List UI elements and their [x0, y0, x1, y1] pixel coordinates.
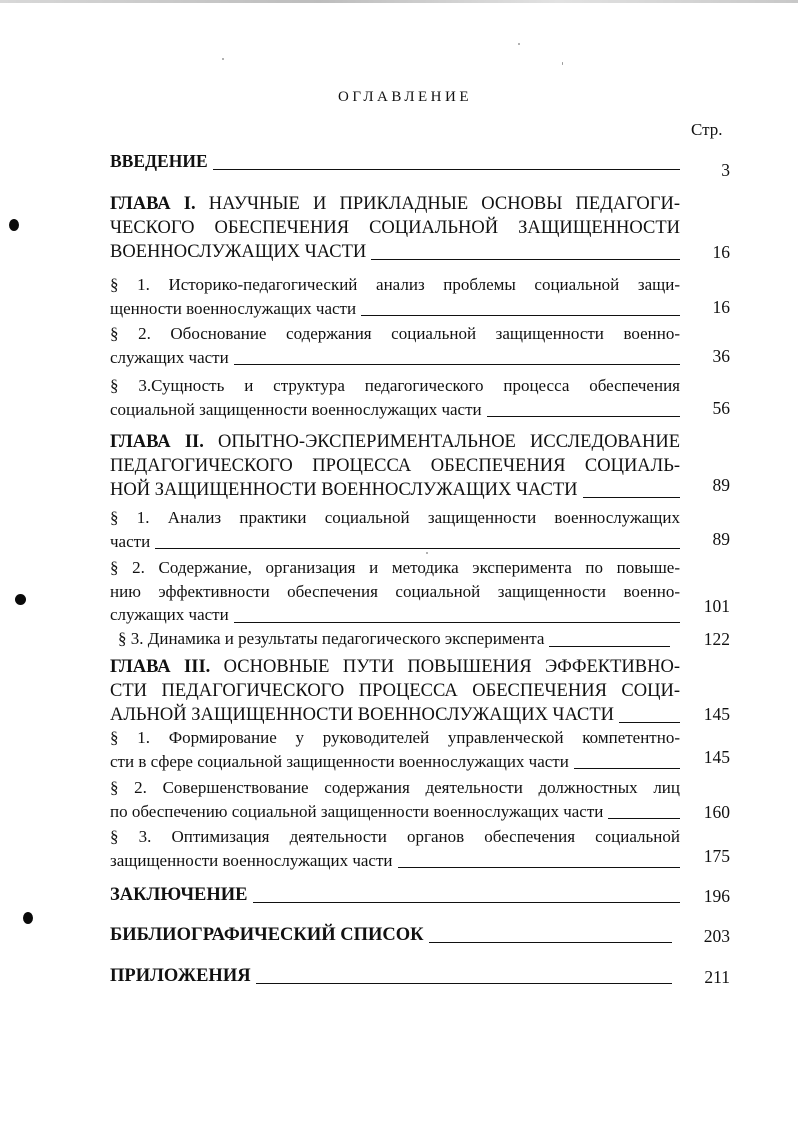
scan-speck — [562, 62, 563, 65]
entry-page-number: 122 — [703, 629, 730, 649]
toc-entry-section-3-1[interactable] — [110, 726, 680, 773]
toc-entry-section-3-2[interactable] — [110, 776, 680, 823]
toc-entry-section-2-1[interactable] — [110, 506, 680, 553]
punch-hole-mark — [23, 912, 33, 924]
entry-line: § 3.Сущность и структура педагогического процесса обеспечения — [110, 376, 680, 395]
entry-page-number: 16 — [712, 297, 730, 317]
entry-line: ПЕДАГОГИЧЕСКОГО ПРОЦЕССА ОБЕСПЕЧЕНИЯ СОЦИАЛЬ- — [110, 456, 680, 476]
leader-line — [549, 645, 670, 647]
entry-heading: ГЛАВА III. — [110, 657, 211, 677]
entry-line-last: служащих части — [110, 347, 229, 367]
entry-line-last: части — [110, 531, 151, 551]
entry-line: § 1. Формирование у руководителей управленческой компетентно- — [110, 728, 680, 747]
entry-line: ГЛАВА II. ОПЫТНО-ЭКСПЕРИМЕНТАЛЬНОЕ ИССЛЕДОВАНИЕ — [110, 432, 680, 452]
leader-line — [583, 496, 681, 498]
entry-line-last: служащих части — [110, 605, 229, 624]
entry-heading: ГЛАВА I. — [110, 194, 196, 214]
leader-line — [398, 866, 680, 868]
entry-line-last: АЛЬНОЙ ЗАЩИЩЕННОСТИ ВОЕННОСЛУЖАЩИХ ЧАСТИ — [110, 705, 615, 725]
leader-line — [234, 621, 680, 623]
entry-line: нию эффективности обеспечения социальной защищенности военно- — [110, 581, 680, 601]
entry-line: ЧЕСКОГО ОБЕСПЕЧЕНИЯ СОЦИАЛЬНОЙ ЗАЩИЩЕННОСТИ — [110, 218, 680, 238]
scan-top-edge — [0, 0, 798, 3]
leader-line — [234, 363, 680, 365]
toc-entry-introduction[interactable] — [110, 150, 680, 174]
page-column-label: Стр. — [691, 120, 723, 139]
punch-hole-mark — [9, 219, 19, 231]
leader-line — [608, 817, 680, 819]
document-title: ОГЛАВЛЕНИЕ — [338, 89, 472, 105]
entry-line: § 1. Анализ практики социальной защищенности военнослужащих — [110, 508, 680, 527]
entry-page-number: 175 — [703, 846, 730, 866]
entry-line: § 2. Совершенствование содержания деятельности должностных лиц — [110, 778, 680, 797]
toc-entry-section-1-1[interactable] — [110, 273, 680, 320]
leader-line — [155, 547, 680, 549]
entry-line: ГЛАВА III. ОСНОВНЫЕ ПУТИ ПОВЫШЕНИЯ ЭФФЕКТИВНО- — [110, 657, 680, 677]
entry-page-number: 16 — [712, 242, 730, 262]
entry-page-number: 203 — [703, 926, 730, 946]
entry-page-number: 196 — [703, 886, 730, 906]
entry-line: § 3. Оптимизация деятельности органов обеспечения социальной — [110, 827, 680, 846]
entry-line: СТИ ПЕДАГОГИЧЕСКОГО ПРОЦЕССА ОБЕСПЕЧЕНИЯ СОЦИ- — [110, 681, 680, 701]
toc-entry-appendices[interactable] — [110, 964, 672, 988]
leader-line — [361, 314, 680, 316]
toc-entry-chapter-2[interactable] — [110, 430, 680, 502]
entry-heading: ГЛАВА II. — [110, 432, 204, 452]
leader-line — [487, 415, 680, 417]
toc-entry-conclusion[interactable] — [110, 883, 680, 907]
entry-line-last: § 3. Динамика и результаты педагогического эксперимента — [118, 629, 545, 648]
leader-line — [619, 721, 680, 723]
toc-entry-chapter-3[interactable] — [110, 655, 680, 727]
leader-line — [213, 168, 680, 170]
entry-page-number: 211 — [704, 967, 730, 987]
leader-line — [429, 941, 672, 943]
entry-line-last: НОЙ ЗАЩИЩЕННОСТИ ВОЕННОСЛУЖАЩИХ ЧАСТИ — [110, 480, 578, 500]
leader-line — [574, 767, 680, 769]
punch-hole-mark — [15, 594, 26, 605]
entry-line: ГЛАВА I. НАУЧНЫЕ И ПРИКЛАДНЫЕ ОСНОВЫ ПЕДАГОГИ- — [110, 194, 681, 214]
entry-line-last: социальной защищенности военнослужащих части — [110, 399, 482, 419]
toc-entry-bibliography[interactable] — [110, 923, 672, 947]
entry-page-number: 56 — [712, 398, 730, 418]
entry-line-last: сти в сфере социальной защищенности военнослужащих части — [110, 751, 569, 771]
toc-entry-section-3-3[interactable] — [110, 825, 680, 872]
entry-heading: БИБЛИОГРАФИЧЕСКИЙ СПИСОК — [110, 925, 424, 945]
toc-entry-section-2-2[interactable] — [110, 556, 680, 627]
entry-line-last: ВОЕННОСЛУЖАЩИХ ЧАСТИ — [110, 242, 367, 262]
entry-line: § 2. Содержание, организация и методика эксперимента по повыше- — [110, 558, 680, 577]
entry-line-last: по обеспечению социальной защищенности военнослужащих части — [110, 801, 604, 821]
entry-page-number: 160 — [703, 802, 730, 822]
entry-line-last: защищенности военнослужащих части — [110, 850, 393, 870]
leader-line — [256, 982, 672, 984]
entry-heading: ЗАКЛЮЧЕНИЕ — [110, 885, 248, 905]
entry-page-number: 3 — [721, 160, 730, 180]
entry-heading: ПРИЛОЖЕНИЯ — [110, 966, 251, 986]
toc-entry-section-2-3[interactable] — [118, 627, 670, 651]
toc-entry-section-1-3[interactable] — [110, 374, 680, 421]
entry-page-number: 145 — [703, 704, 730, 724]
scan-speck — [518, 43, 520, 45]
entry-page-number: 89 — [712, 529, 730, 549]
entry-line-last: щенности военнослужащих части — [110, 298, 357, 318]
entry-page-number: 101 — [703, 596, 730, 616]
toc-entry-section-1-2[interactable] — [110, 322, 680, 369]
entry-page-number: 145 — [703, 747, 730, 767]
scan-speck — [222, 58, 224, 60]
entry-page-number: 89 — [712, 475, 730, 495]
leader-line — [253, 901, 681, 903]
entry-line: § 2. Обоснование содержания социальной защищенности военно- — [110, 324, 680, 343]
entry-heading: ВВЕДЕНИЕ — [110, 151, 208, 171]
leader-line — [371, 258, 680, 260]
toc-entry-chapter-1[interactable] — [110, 192, 680, 264]
entry-line: § 1. Историко-педагогический анализ проблемы социальной защи- — [110, 275, 680, 294]
entry-page-number: 36 — [712, 346, 730, 366]
